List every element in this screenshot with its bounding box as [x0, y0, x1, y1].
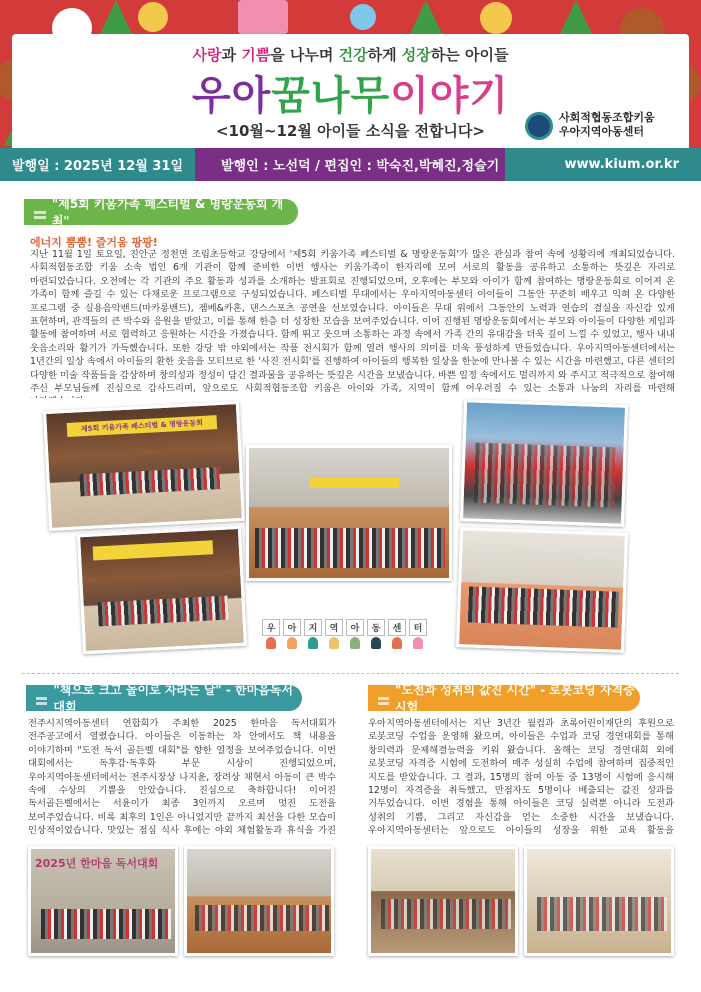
- letter-sign: 아: [283, 619, 301, 649]
- newsletter-subtitle: <10월~12월 아이들 소식을 전합니다>: [215, 122, 485, 140]
- section1-lead: 에너지 뿜뿜! 즐거움 팡팡!: [30, 236, 158, 249]
- letter-sign: 터: [409, 619, 427, 649]
- stage-banner-2: [93, 540, 214, 560]
- gift-decoration: [238, 0, 288, 34]
- photo-coding-class: [368, 846, 518, 956]
- section1-body: 지난 11월 1일 토요일, 진안군 정천면 조림초등학교 강당에서 '제5회 키움가족 페스티벌 & 명랑운동회'가 많은 관심과 참여 속에 성황리에 개최되었습니다. 사회적협동조합 키움 소속 법인 6개 기관이 함께 준비한 이번 행사는 키움가족이 한자리에 모여 서로의 활동을 공유하고 소통하는 뜻깊은 자리로 마련되었습니다. 오전에는 각 기관의 주요 활동과 성과를 소개하는 발표회로 진행되었으며, 오후에는 부모와 아이가 함께 참여하는 명랑운동회로 이어져 온 가족이 함께 즐길 수 있는 다채로운 프로그램으로 구성되었습니다. 페스티벌 무대에서는 우아지역아동센터 아이들이 그동안 꾸준히 배우고 익혀 온 다양한 프로그램 중 실용음악밴드(마카롱밴드), 젬베&카혼, 댄스스포츠 공연을 선보였습니다. 아이들은 무대 위에서 그동안의 노력과 연습의 결실을 자신감 있게 표현하며, 관객들의 큰 박수와 응원을 받았고, 이를 통해 한층 더 성장한 모습을 보여주었습니다. 이어 진행된 명랑운동회에서는 부모와 아이들이 다양한 게임과 활동에 참여하며 서로 협력하고 응원하는 시간을 가졌습니다. 함께 뛰고 웃으며 소통하는 과정 속에서 가족 간의 유대감을 더욱 깊이 느낄 수 있었고, 행사 내내 웃음소리와 활기가 가득했습니다. 또한 강당 밖 야외에서는 작품 전시회가 함께 열려 행사의 의미를 더욱 풍성하게 만들었습니다. 우아지역아동센터에서는 1년간의 일상 속에서 아이들의 환한 웃음을 모티브로 한 '사진 전시회'를 진행하여 아이들의 행복한 일상을 한눈에 만나볼 수 있는 시간을 마련했고, 다른 센터의 다양한 미술 작품들을 감상하며 창의성과 정성이 담긴 결과물을 공유하는 뜻깊은 시간을 보냈습니다. 바쁜 일정 속에서도 멀리까지 와 주시고 적극적으로 참여해 주신 부모님들께 진심으로 감사드리며, 앞으로도 사회적협동조합 키움은 아이와 가족, 지역이 함께 어우러질 수 있는 소통과 나눔의 자리를 마련해: [30, 249, 675, 395]
- photo-stage-band: [43, 401, 245, 531]
- letter-sign: 아: [346, 619, 364, 649]
- photo-reading-contest: [28, 846, 178, 956]
- section3-heading: "도전과 성취의 값진 시간" - 로봇코딩 자격증 시험: [368, 685, 640, 711]
- slogan: 사랑과 기쁨을 나누며 건강하게 성장하는 아이들: [192, 46, 509, 64]
- photo-group: [246, 445, 452, 581]
- letter-sign: 센: [388, 619, 406, 649]
- slogan-keyword: 건강: [338, 46, 368, 64]
- letter-sign: 동: [367, 619, 385, 649]
- ornament-decoration: [138, 2, 168, 32]
- newsletter-title: 우아꿈나무이야기: [191, 73, 510, 119]
- dots-icon: [36, 697, 47, 700]
- field-day-crowd: [468, 586, 619, 627]
- dots-icon: [34, 211, 46, 214]
- award-kids: [41, 909, 171, 939]
- publisher-editor: 발행인 : 노선덕 / 편집인 : 박숙진,박혜진,정슬기: [195, 148, 505, 181]
- gym-kids: [195, 905, 329, 931]
- slogan-keyword: 성장: [401, 46, 431, 64]
- organization-block: [525, 110, 675, 144]
- gym-banner: [309, 478, 399, 488]
- masthead: [0, 0, 701, 148]
- photo-reading-gym: [184, 846, 334, 956]
- organization-logo-icon: [525, 112, 553, 140]
- kids: [474, 443, 616, 508]
- section-divider: [22, 673, 679, 674]
- contest-banner: 2025년 한마음 독서대회: [35, 857, 159, 870]
- title-panel: [12, 34, 689, 148]
- section1-heading: "제5회 키움가족 페스티벌 & 명랑운동회 개최": [24, 199, 298, 225]
- photo-kids-outdoor: [460, 399, 628, 527]
- exam-kids: [537, 897, 667, 931]
- ornament-decoration: [480, 2, 512, 34]
- stage-banner: 제5회 키움가족 페스티벌 & 명랑운동회: [67, 415, 218, 437]
- organization-name: 사회적협동조합키움 우아지역아동센터: [559, 111, 655, 138]
- section2-heading: "책으로 크고 놀이로 자라는 날" - 한마음독서대회: [26, 685, 302, 711]
- tree-decoration: [410, 0, 442, 34]
- dots-icon: [378, 697, 389, 700]
- slogan-keyword: 사랑: [192, 46, 222, 64]
- photo-field-day: [456, 527, 628, 653]
- photo-stage-dance: [77, 526, 247, 654]
- section2-body: 전주시지역아동센터 연합회가 주최한 2025 한마음 독서대회가 전주공고에서 열렸습니다. 아이들은 이동하는 차 안에서도 책 내용을 이야기하며 "도전 독서 골든벨 대회"를 향한 열정을 보여주었습니다. 이번 대회에서는 독후감·독후화 부문 시상이 진행되었으며, 우아지역아동센터에서는 전주시장상 나지윤, 장려상 채현서 아동이 큰 박수 속에 수상의 기쁨을 안았습니다. 진심으로 축하합니다! 이어진 독서골든벨에서는 서윤이가 최종 3인까지 오르며 멋진 도전을 보여주었습니다. 비록 최후의 1인은 아니었지만 끝까지 최선을 다한 모습이 인상적이었습니다. 맛있는 점심 식사 후에는 야외 체험활동과 휴식을 가진: [28, 718, 336, 837]
- tree-decoration: [560, 0, 592, 34]
- issue-date: 발행일 : 2025년 12월 31일: [0, 148, 195, 181]
- tree-decoration: [100, 0, 132, 34]
- info-bar: [0, 148, 701, 181]
- website-link[interactable]: www.kium.or.kr: [505, 148, 701, 181]
- photo-coding-exam: [524, 846, 674, 956]
- section3-body: 우아지역아동센터에서는 지난 3년간 월컴과 초록어린이재단의 후원으로 로봇코딩 수업을 운영해 왔으며, 아이들은 수업과 코딩 경연대회를 통해 창의력과 문제해결능력을 키워 왔습니다. 올해는 코딩 경연대회 외에 로봇코딩 자격증 시험에 도전하여 매주 성실히 수업에 참여하며 집중적인 지도를 받았습니다. 그 결과, 15명의 참여 아동 중 13명이 시험에 응시해 12명이 자격증을 취득했고, 만점자도 5명이나 배출되는 값진 성과를 거두었습니다. 이번 경험을 통해 아이들은 코딩 실력뿐 아니라 도전과 성취의 기쁨, 그리고 자신감을 얻는 소중한 시간을 보냈습니다. 우아지역아동센터는 앞으로도 아이들의 성장을 위한 교육 활동을: [368, 718, 674, 837]
- group-crowd: [255, 528, 445, 568]
- ornament-decoration: [350, 4, 376, 30]
- letter-sign: 우: [262, 619, 280, 649]
- coding-kids: [381, 899, 511, 929]
- slogan-keyword: 기쁨: [241, 46, 271, 64]
- letter-sign: 역: [325, 619, 343, 649]
- center-name-signs: [262, 619, 427, 649]
- performers: [79, 467, 220, 496]
- letter-sign: 지: [304, 619, 322, 649]
- dancers: [98, 596, 229, 627]
